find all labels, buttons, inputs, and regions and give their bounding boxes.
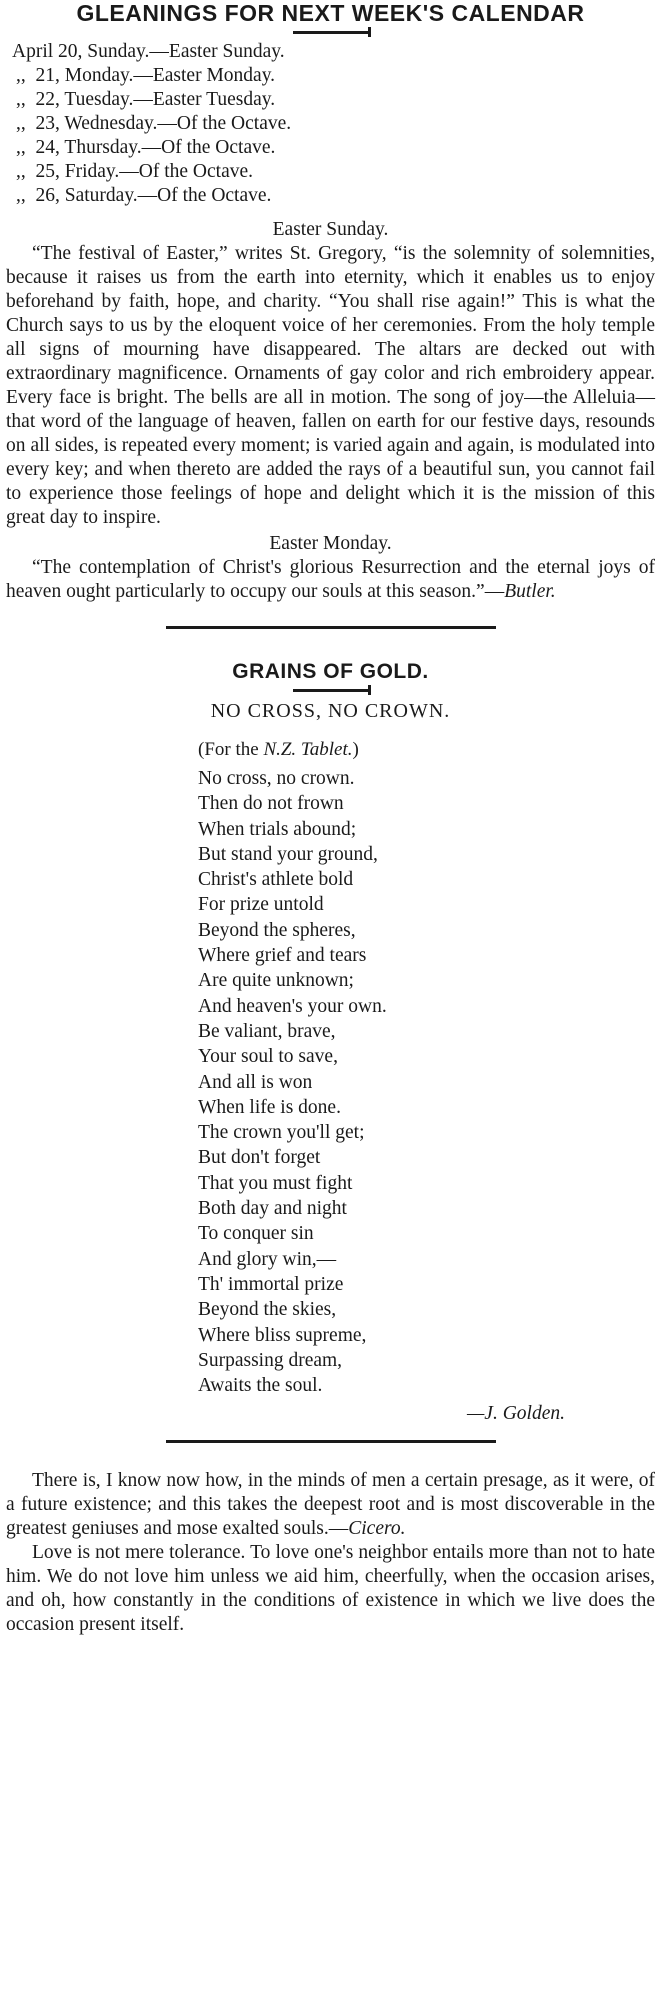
section-divider	[166, 1440, 496, 1443]
love-paragraph: Love is not mere tolerance. To love one's neighbor entails more than not to hate him. We do not love him unless we aid him, cheerfully, when the occasion arises, and oh, how constantly in the conditions of existence in which we live does the occasion present itself.	[6, 1542, 655, 1636]
calendar-entry	[6, 64, 655, 88]
poem-line: Where grief and tears	[198, 945, 367, 967]
poem-line: For prize untold	[198, 894, 324, 916]
calendar-text: Sunday.—Easter Sunday.	[87, 41, 285, 62]
calendar-text: Saturday.—Of the Octave.	[64, 185, 272, 206]
calendar-text: Tuesday.—Easter Tuesday.	[64, 89, 276, 110]
calendar-entry	[6, 160, 655, 184]
calendar-date: ,, 23,	[16, 113, 60, 134]
poem-line: Christ's athlete bold	[198, 869, 354, 891]
poem-line: Be valiant, brave,	[198, 1020, 336, 1042]
calendar-entry	[6, 112, 655, 136]
poem-title: NO CROSS, NO CROWN.	[210, 700, 451, 722]
poem-line: When life is done.	[198, 1096, 341, 1118]
poem-note-suffix: )	[352, 739, 359, 760]
easter-monday-text: “The contemplation of Christ's glorious Resurrection and the eternal joys of heaven ought particularly to occupy our souls at this season.”—	[6, 557, 655, 602]
calendar-text: Friday.—Of the Octave.	[64, 161, 254, 182]
poem-line: Your soul to save,	[198, 1046, 338, 1068]
poem-note	[198, 738, 655, 762]
poem-line: Then do not frown	[198, 793, 344, 815]
easter-monday-source: Butler.	[504, 581, 556, 602]
calendar-entry	[6, 136, 655, 160]
title-dash	[293, 31, 369, 34]
grains-title: GRAINS OF GOLD.	[232, 660, 429, 683]
calendar-date: April 20,	[12, 41, 83, 62]
poem-line: Where bliss supreme,	[198, 1324, 367, 1346]
poem-note-publication: N.Z. Tablet.	[263, 739, 353, 760]
poem-line: No cross, no crown.	[198, 768, 355, 789]
poem-line: And glory win,—	[198, 1248, 337, 1270]
calendar-entry	[6, 184, 655, 208]
easter-sunday-heading: Easter Sunday.	[272, 219, 389, 240]
cicero-paragraph	[6, 1469, 655, 1541]
poem-line: When trials abound;	[198, 818, 357, 840]
poem-line: Awaits the soul.	[198, 1375, 323, 1397]
easter-sunday-text: “The festival of Easter,” writes St. Gregory, “is the solemnity of solemnities, because it raises us from the earth into eternity, which it enables us to enjoy beforehand by faith, hope, and charity. “You shall rise again!” This is what the Church says to us by the eloquent voice of her ceremonies. From the holy temple all signs of mourning have disappeared. The altars are decked out with extraordinary magnificence. Ornaments of gay color and rich embroidery appear. Every face is bright. The bells are all in motion. The song of joy—the Alleluia—that word of the language of heaven, fallen on earth for our festive days, resounds on all sides, is repeated every moment; is varied again and again, is modulated into every key; and when thereto are added the rays of a beautiful sun, you cannot fail to experience those feelings of hope and delight which it is the mission of this great day to inspire.	[6, 243, 655, 528]
calendar-date: ,, 25,	[16, 161, 60, 182]
section-divider	[166, 626, 496, 629]
poem-line: The crown you'll get;	[198, 1122, 365, 1144]
poem-line: Surpassing dream,	[198, 1349, 343, 1371]
poem-line: Both day and night	[198, 1198, 347, 1220]
poem-lines	[198, 766, 655, 1398]
calendar-text: Monday.—Easter Monday.	[64, 65, 276, 86]
calendar-text: Wednesday.—Of the Octave.	[64, 113, 292, 134]
calendar-date: ,, 24,	[16, 137, 60, 158]
easter-monday-heading: Easter Monday.	[269, 533, 392, 554]
poem-line: And heaven's your own.	[198, 995, 387, 1017]
poem-line: Beyond the skies,	[198, 1299, 337, 1321]
poem-attribution: —J. Golden.	[466, 1403, 565, 1425]
easter-monday-paragraph	[6, 556, 655, 604]
poem-line: But stand your ground,	[198, 843, 378, 865]
poem-line: Beyond the spheres,	[198, 919, 356, 941]
poem-line: To conquer sin	[198, 1223, 314, 1245]
calendar-date: ,, 21,	[16, 65, 60, 86]
calendar-date: ,, 26,	[16, 185, 60, 206]
calendar-date: ,, 22,	[16, 89, 60, 110]
calendar-text: Thursday.—Of the Octave.	[64, 137, 276, 158]
poem-line: But don't forget	[198, 1147, 321, 1169]
cicero-source: Cicero.	[348, 1518, 406, 1540]
poem-line: That you must fight	[198, 1172, 353, 1194]
poem-line: Th' immortal prize	[198, 1273, 344, 1295]
calendar-list	[6, 40, 655, 208]
poem-line: Are quite unknown;	[198, 970, 354, 992]
calendar-title: GLEANINGS FOR NEXT WEEK'S CALENDAR	[76, 0, 585, 26]
calendar-entry	[6, 88, 655, 112]
poem-note-prefix: (For the	[198, 739, 264, 760]
cicero-text: There is, I know now how, in the minds of men a certain presage, as it were, of a future existence; and this takes the deepest root and is most discoverable in the greatest geniuses and mose exalted souls.—	[6, 1470, 655, 1540]
poem-line: And all is won	[198, 1071, 313, 1093]
calendar-entry	[6, 40, 655, 64]
grains-dash	[293, 689, 369, 692]
